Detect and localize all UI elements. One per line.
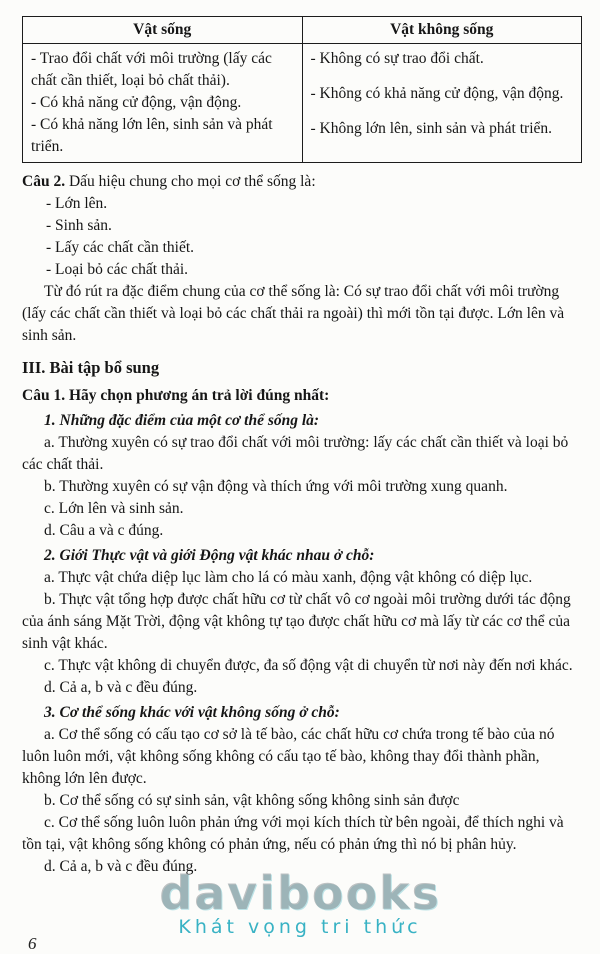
cau2-conclusion: Từ đó rút ra đặc điểm chung của cơ thể sống là: Có sự trao đổi chất với môi trường (lấy các chất cần thiết và loại bỏ các chất thải ra ngoài) thì mới tồn tại được. Lớn lên và sinh sản. bbox=[22, 283, 565, 344]
living-item: - Trao đổi chất với môi trường (lấy các chất cần thiết, loại bỏ chất thải). bbox=[31, 50, 272, 89]
page-number: 6 bbox=[28, 934, 37, 953]
cau2-item: - Lớn lên. bbox=[46, 195, 108, 212]
cau1-prompt: Câu 1. Hãy chọn phương án trả lời đúng nhất: bbox=[22, 387, 330, 404]
cau2-intro-text: Dấu hiệu chung cho mọi cơ thể sống là: bbox=[65, 173, 316, 190]
watermark-logo-text: davibooks bbox=[159, 866, 441, 920]
table-body-row bbox=[23, 44, 582, 163]
living-item: - Có khả năng lớn lên, sinh sản và phát triển. bbox=[31, 116, 273, 155]
nonliving-item: - Không có khả năng cử động, vận động. bbox=[310, 85, 564, 102]
nonliving-item: - Không lớn lên, sinh sản và phát triển. bbox=[310, 120, 553, 137]
table-header-row bbox=[23, 17, 582, 44]
cau2-item: - Sinh sản. bbox=[46, 217, 112, 234]
cau2-intro-line bbox=[22, 171, 582, 193]
question-option: b. Thường xuyên có sự vận động và thích ứng với môi trường xung quanh. bbox=[44, 478, 508, 495]
table-cell-living bbox=[23, 44, 303, 163]
cau2-item: - Lấy các chất cần thiết. bbox=[46, 239, 195, 256]
question-option: d. Cả a, b và c đều đúng. bbox=[44, 858, 198, 875]
question-option: a. Thường xuyên có sự trao đổi chất với môi trường: lấy các chất cần thiết và loại bỏ các chất thải. bbox=[22, 434, 569, 473]
question-option: b. Cơ thể sống có sự sinh sản, vật không sống không sinh sản được bbox=[44, 792, 460, 809]
question-title: 3. Cơ thể sống khác với vật không sống ở chỗ: bbox=[44, 704, 340, 721]
question-option: a. Cơ thể sống có cấu tạo cơ sở là tế bào, các chất hữu cơ chứa trong tế bào của nó luôn luôn mới, vật không sống không có cấu tạo tế bào, không thay đổi thành phần, không lớn lên được. bbox=[22, 726, 555, 787]
question-title: 1. Những đặc điểm của một cơ thể sống là: bbox=[44, 412, 320, 429]
question-option: d. Cả a, b và c đều đúng. bbox=[44, 679, 198, 696]
living-vs-nonliving-table bbox=[22, 16, 582, 163]
watermark-tagline: Khát vọng tri thức bbox=[178, 916, 422, 938]
cau2-label: Câu 2. bbox=[22, 173, 66, 190]
question-option: d. Câu a và c đúng. bbox=[44, 522, 164, 539]
question-title: 2. Giới Thực vật và giới Động vật khác nhau ở chỗ: bbox=[44, 547, 375, 564]
question-option: a. Thực vật chứa diệp lục làm cho lá có màu xanh, động vật không có diệp lục. bbox=[44, 569, 533, 586]
table-header-nonliving: Vật không sống bbox=[302, 17, 582, 44]
table-header-living: Vật sống bbox=[23, 17, 303, 44]
question-option: c. Cơ thể sống luôn luôn phản ứng với mọi kích thích từ bên ngoài, để thích nghi và tồn tại, vật không sống không có phản ứng, nếu có phản ứng thì nó bị phân hủy. bbox=[22, 814, 564, 853]
question-option: c. Lớn lên và sinh sản. bbox=[44, 500, 184, 517]
question-option: c. Thực vật không di chuyển được, đa số động vật di chuyển từ nơi này đến nơi khác. bbox=[44, 657, 573, 674]
nonliving-item: - Không có sự trao đổi chất. bbox=[310, 50, 484, 67]
table-cell-nonliving bbox=[302, 44, 582, 163]
living-item: - Có khả năng cử động, vận động. bbox=[31, 94, 242, 111]
question-option: b. Thực vật tổng hợp được chất hữu cơ từ chất vô cơ ngoài môi trường dưới tác động của ánh sáng Mặt Trời, động vật không tự tạo được chất hữu cơ mà lấy từ các cơ thể của sinh vật khác. bbox=[22, 591, 571, 652]
cau2-item: - Loại bỏ các chất thải. bbox=[46, 261, 189, 278]
section-heading: III. Bài tập bổ sung bbox=[22, 358, 160, 377]
